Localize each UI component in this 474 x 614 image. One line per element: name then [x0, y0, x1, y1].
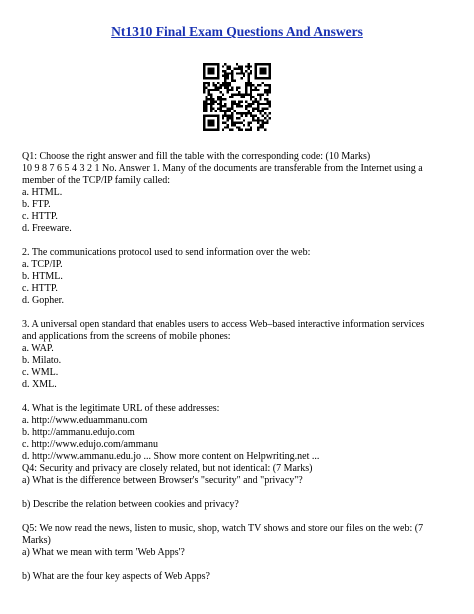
text-line: c. WML. [22, 367, 59, 378]
text-line: d. Freeware. [22, 223, 72, 234]
paragraph-gap [22, 307, 460, 319]
text-line: b. FTP. [22, 199, 51, 210]
text-line: d. XML. [22, 379, 57, 390]
paragraph-gap [22, 235, 460, 247]
text-line: Marks) [22, 535, 51, 546]
text-line: a. http://www.eduammanu.com [22, 415, 148, 426]
document-body [22, 151, 460, 583]
text-line: 4. What is the legitimate URL of these addresses: [22, 403, 220, 414]
text-line: and applications from the screens of mobile phones: [22, 331, 231, 342]
text-line: b. Milato. [22, 355, 62, 366]
paragraph-gap [22, 391, 460, 403]
text-line: b) Describe the relation between cookies and privacy? [22, 499, 239, 510]
paragraph-gap [22, 487, 460, 499]
document-title[interactable]: Nt1310 Final Exam Questions And Answers [111, 24, 363, 39]
text-line: a) What we mean with term 'Web Apps'? [22, 547, 185, 558]
text-line: a) What is the difference between Browser's "security" and "privacy"? [22, 475, 303, 486]
text-line: member of the TCP/IP family called: [22, 175, 171, 186]
text-line: c. HTTP. [22, 283, 58, 294]
text-line: a. TCP/IP. [22, 259, 63, 270]
text-line: Q5: We now read the news, listen to music, shop, watch TV shows and store our files on the web: (7 [22, 523, 424, 534]
text-line: d. http://www.ammanu.edu.jo ... Show more content on Helpwriting.net ... [22, 451, 320, 462]
text-line: b. HTML. [22, 271, 63, 282]
qr-code-icon [203, 63, 271, 131]
text-line: 2. The communications protocol used to send information over the web: [22, 247, 311, 258]
text-line: a. WAP. [22, 343, 54, 354]
text-line: c. http://www.edujo.com/ammanu [22, 439, 158, 450]
text-line: a. HTML. [22, 187, 63, 198]
text-line: b. http://ammanu.edujo.com [22, 427, 135, 438]
text-line: 3. A universal open standard that enables users to access Web–based interactive information services [22, 319, 425, 330]
text-line: d. Gopher. [22, 295, 64, 306]
text-line: Q1: Choose the right answer and fill the table with the corresponding code: (10 Marks) [22, 151, 371, 162]
paragraph-gap [22, 559, 460, 571]
paragraph-gap [22, 511, 460, 523]
text-line: 10 9 8 7 6 5 4 3 2 1 No. Answer 1. Many of the documents are transferable from the Internet using a [22, 163, 423, 174]
text-line: Q4: Security and privacy are closely related, but not identical: (7 Marks) [22, 463, 313, 474]
text-line: c. HTTP. [22, 211, 58, 222]
text-line: b) What are the four key aspects of Web Apps? [22, 571, 210, 582]
